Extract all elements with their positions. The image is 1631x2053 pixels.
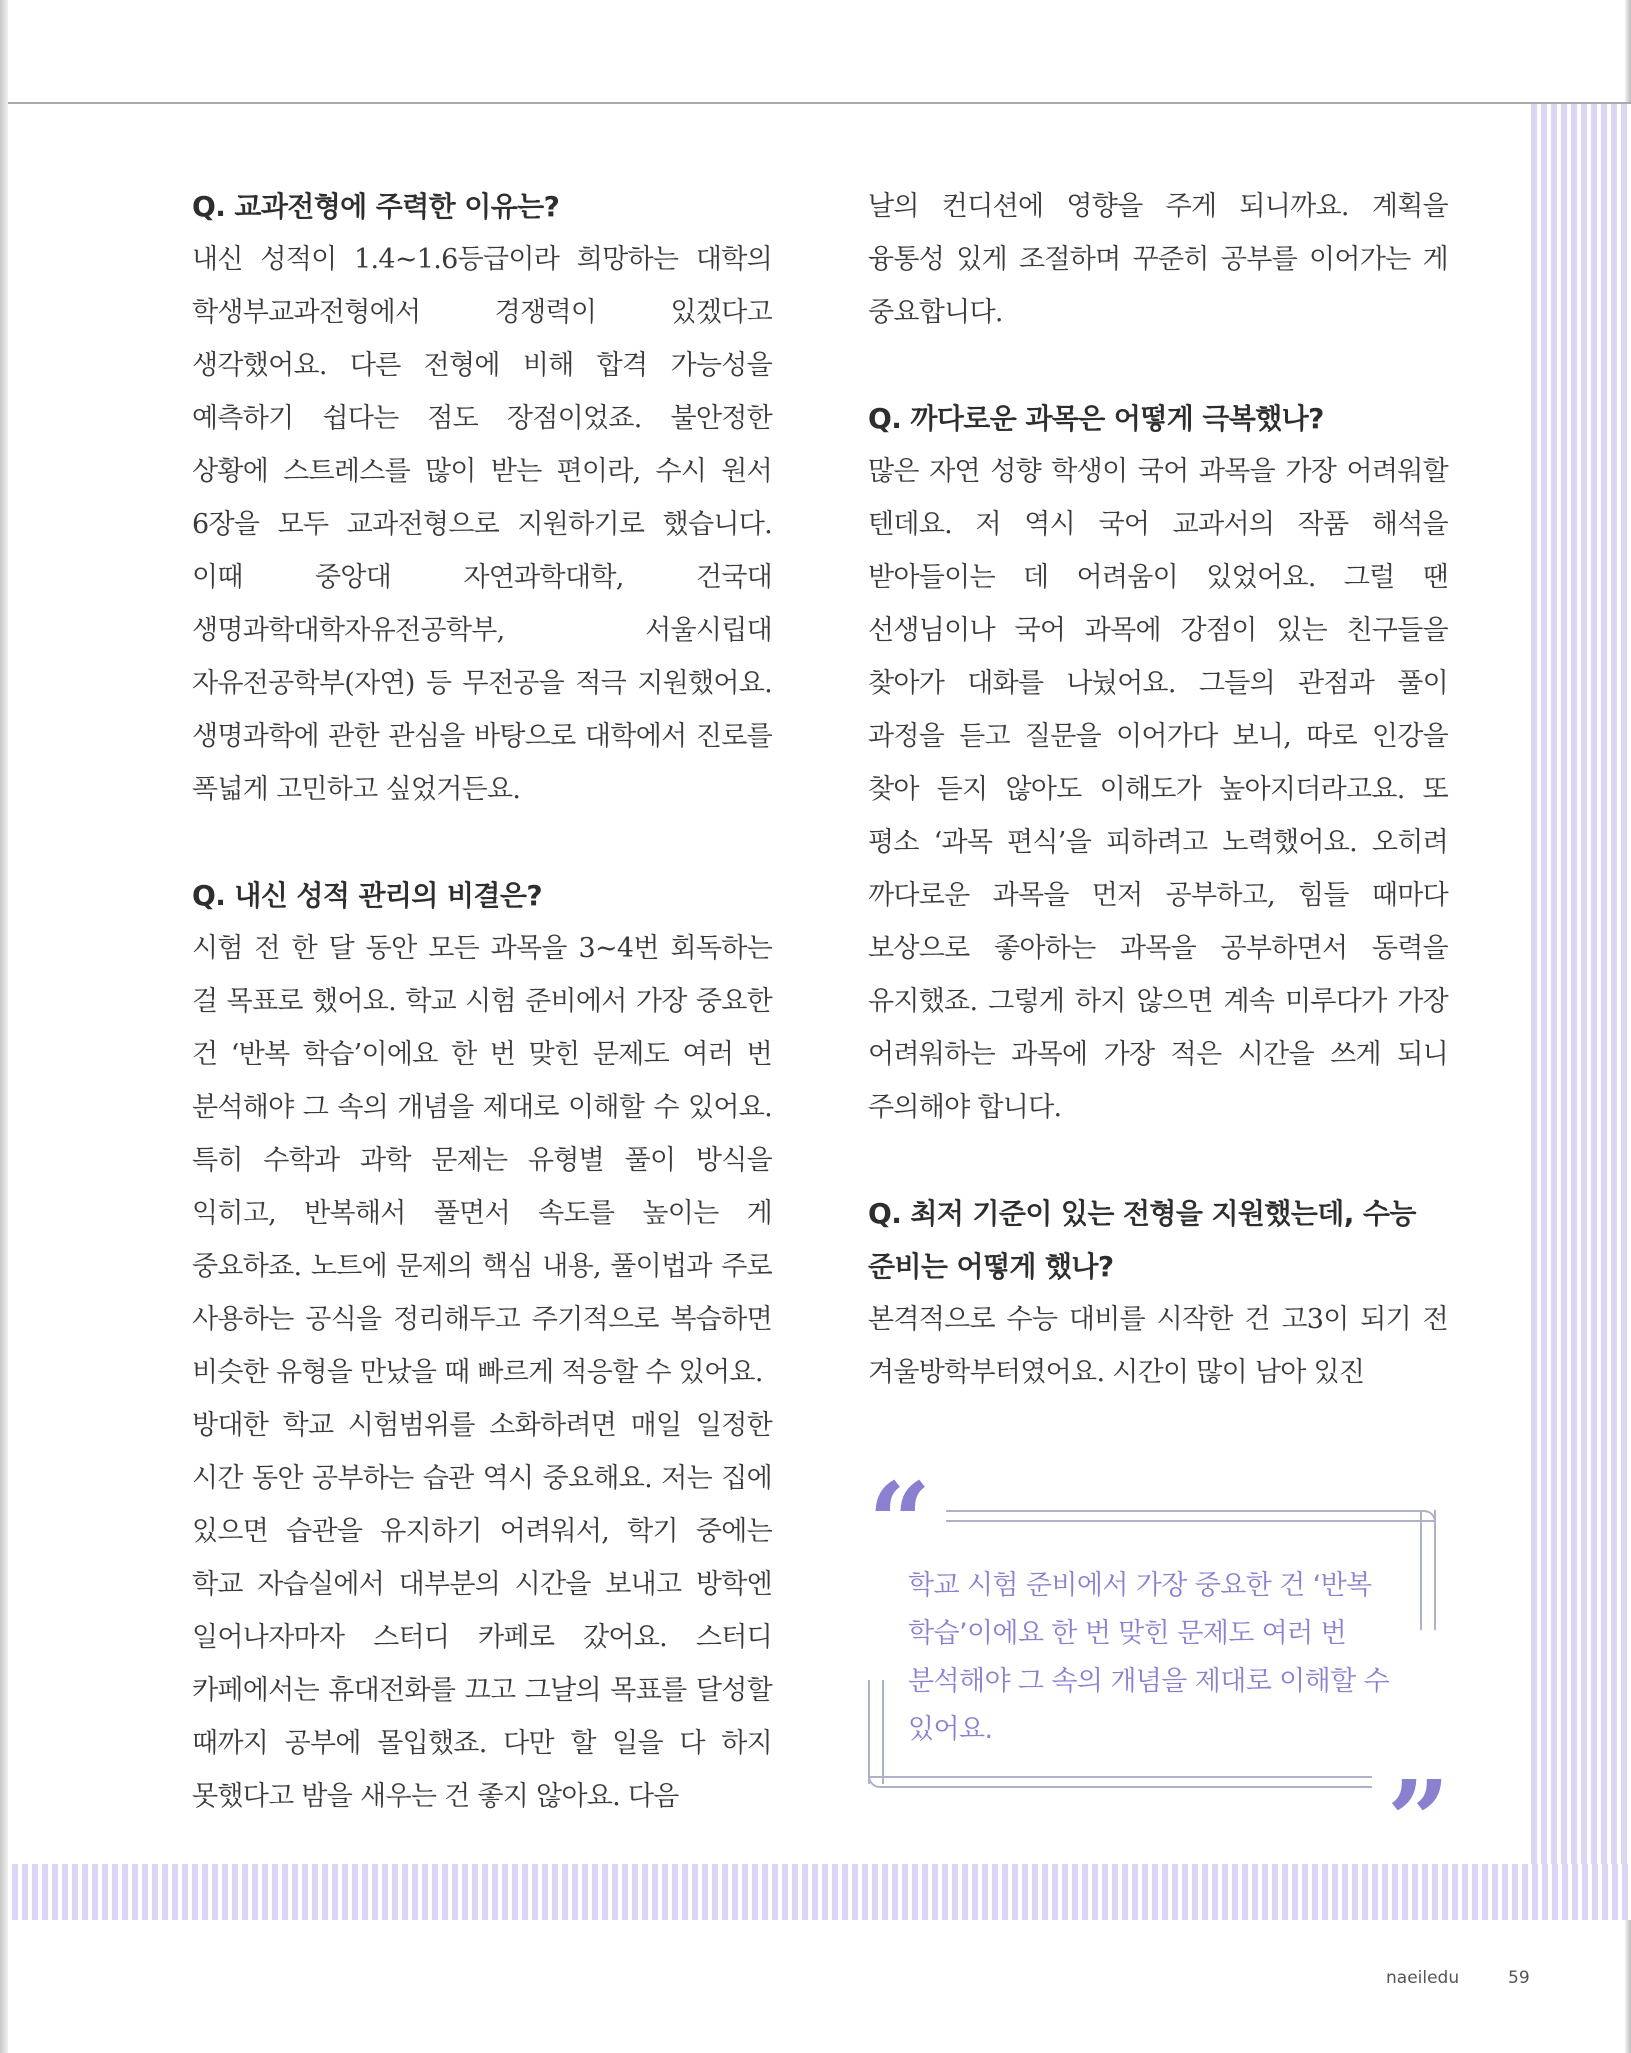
question-heading: Q. 교과전형에 주력한 이유는? (192, 190, 560, 223)
answer-paragraph: 시험 전 한 달 동안 모든 과목을 3~4번 회독하는 걸 목표로 했어요. 학교 시험 준비에서 가장 중요한 건 ‘반복 학습’이에요 한 번 맞힌 문제도 여러 번 분석해야 그 속의 개념을 제대로 이해할 수 있어요. 특히 수학과 과학 문제는 유형별 풀이 방식을 익히고, 반복해서 풀면서 속도를 높이는 게 중요하죠. 노트에 문제의 핵심 내용, 풀이법과 주로 사용하는 공식을 정리해두고 주기적으로 복습하면 비슷한 유형을 만났을 때 빠르게 적응할 수 있어요. (192, 933, 772, 1388)
decorative-stripe-right (1531, 104, 1631, 1864)
page-number: 59 (1508, 1968, 1530, 1988)
left-column (192, 180, 772, 1823)
quote-frame-left (868, 1680, 884, 1784)
right-column (868, 180, 1448, 1399)
answer-paragraph: 내신 성적이 1.4~1.6등급이라 희망하는 대학의 학생부교과전형에서 경쟁력이 있겠다고 생각했어요. 다른 전형에 비해 합격 가능성을 예측하기 쉽다는 점도 장점이었죠. 불안정한 상황에 스트레스를 많이 받는 편이라, 수시 원서 6장을 모두 교과전형으로 지원하기로 했습니다. 이때 중앙대 자연과학대학, 건국대 생명과학대학자유전공학부, 서울시립대 자유전공학부(자연) 등 무전공을 적극 지원했어요. 생명과학에 관한 관심을 바탕으로 대학에서 진로를 폭넓게 고민하고 싶었거든요. (192, 244, 772, 805)
quote-frame-right (1420, 1510, 1436, 1630)
footer-brand: naeiledu (1386, 1968, 1460, 1988)
question-heading: Q. 내신 성적 관리의 비결은? (192, 879, 542, 912)
answer-paragraph: 많은 자연 성향 학생이 국어 과목을 가장 어려워할 텐데요. 저 역시 국어 교과서의 작품 해석을 받아들이는 데 어려움이 있었어요. 그럴 땐 선생님이나 국어 과목에 강점이 있는 친구들을 찾아가 대화를 나눴어요. 그들의 관점과 풀이 과정을 듣고 질문을 이어가다 보니, 따로 인강을 찾아 듣지 않아도 이해도가 높아지더라고요. 또 평소 ‘과목 편식’을 피하려고 노력했어요. 오히려 까다로운 과목을 먼저 공부하고, 힘들 때마다 보상으로 좋아하는 과목을 공부하면서 동력을 유지했죠. 그렇게 하지 않으면 계속 미루다가 가장 어려워하는 과목에 가장 적은 시간을 쓰게 되니 주의해야 합니다. (868, 456, 1448, 1123)
close-quote-icon: ” (1386, 1756, 1450, 1885)
pull-quote-text: 학교 시험 준비에서 가장 중요한 건 ‘반복 학습’이에요 한 번 맞힌 문제도 여러 번 분석해야 그 속의 개념을 제대로 이해할 수 있어요. (908, 1570, 1390, 1745)
question-heading: Q. 까다로운 과목은 어떻게 극복했나? (868, 402, 1324, 435)
answer-paragraph: 방대한 학교 시험범위를 소화하려면 매일 일정한 시간 동안 공부하는 습관 역시 중요해요. 저는 집에 있으면 습관을 유지하기 어려워서, 학기 중에는 학교 자습실에서 대부분의 시간을 보내고 방학엔 일어나자마자 스터디 카페로 갔어요. 스터디 카페에서는 휴대전화를 끄고 그날의 목표를 달성할 때까지 공부에 몰입했죠. 다만 할 일을 다 하지 못했다고 밤을 새우는 건 좋지 않아요. 다음 (192, 1410, 772, 1812)
quote-frame-top (946, 1510, 1436, 1522)
quote-frame-bottom (868, 1776, 1372, 1788)
answer-paragraph: 날의 컨디션에 영향을 주게 되니까요. 계획을 융통성 있게 조절하며 꾸준히 공부를 이어가는 게 중요합니다. (868, 191, 1448, 328)
page-binding-edge (0, 0, 8, 2053)
open-quote-icon: “ (868, 1458, 932, 1587)
question-heading: Q. 최저 기준이 있는 전형을 지원했는데, 수능 준비는 어떻게 했나? (868, 1197, 1416, 1283)
answer-paragraph: 본격적으로 수능 대비를 시작한 건 고3이 되기 전 겨울방학부터였어요. 시간이 많이 남아 있진 (868, 1304, 1448, 1388)
pull-quote (868, 1458, 1450, 1885)
